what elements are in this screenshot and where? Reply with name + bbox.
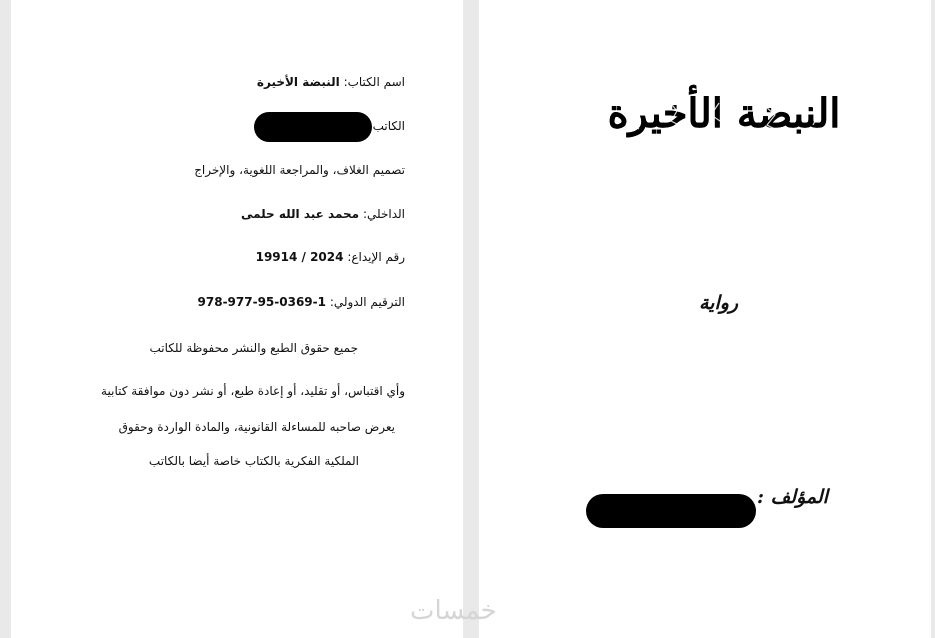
book-name-label: اسم الكتاب: (343, 75, 405, 89)
author-label: الكاتب (372, 119, 405, 133)
copyright-page (11, 0, 463, 638)
isbn-value: 978-977-95-0369-1 (197, 295, 326, 309)
design-line: تصميم الغلاف، والمراجعة اللغوية، والإخراج (194, 163, 405, 177)
cover-author-label: المؤلف : (757, 486, 828, 508)
internal-line (241, 207, 405, 221)
watermark: خمسات (410, 596, 497, 626)
deposit-label: رقم الإيداع: (347, 250, 405, 264)
redacted-author-name (254, 112, 372, 142)
title-crack-effect (599, 95, 849, 137)
deposit-line (256, 250, 405, 264)
isbn-label: الترقيم الدولي: (329, 295, 405, 309)
book-name-value: النبضة الأخيرة (256, 75, 340, 89)
internal-value: محمد عبد الله حلمى (240, 207, 360, 221)
notice-line-2: يعرض صاحبه للمساءلة القانونية، والمادة الواردة وحقوق (118, 420, 395, 434)
notice-line-1: وأي اقتباس، أو تقليد، أو إعادة طبع، أو نشر دون موافقة كتابية (101, 384, 405, 398)
rights-line: جميع حقوق الطبع والنشر محفوظة للكاتب (149, 341, 358, 355)
isbn-line (198, 295, 405, 309)
book-subtitle: رواية (699, 292, 739, 314)
book-title: النبضة الأخيرة (607, 90, 841, 137)
deposit-value: 19914 / 2024 (255, 250, 344, 264)
notice-line-3: الملكية الفكرية بالكتاب خاصة أيضا بالكاتب (148, 454, 359, 468)
internal-label: الداخلي: (362, 207, 405, 221)
author-line (373, 119, 405, 133)
title-page (479, 0, 931, 638)
book-name-line (257, 75, 405, 89)
redacted-cover-author-name (586, 494, 756, 528)
